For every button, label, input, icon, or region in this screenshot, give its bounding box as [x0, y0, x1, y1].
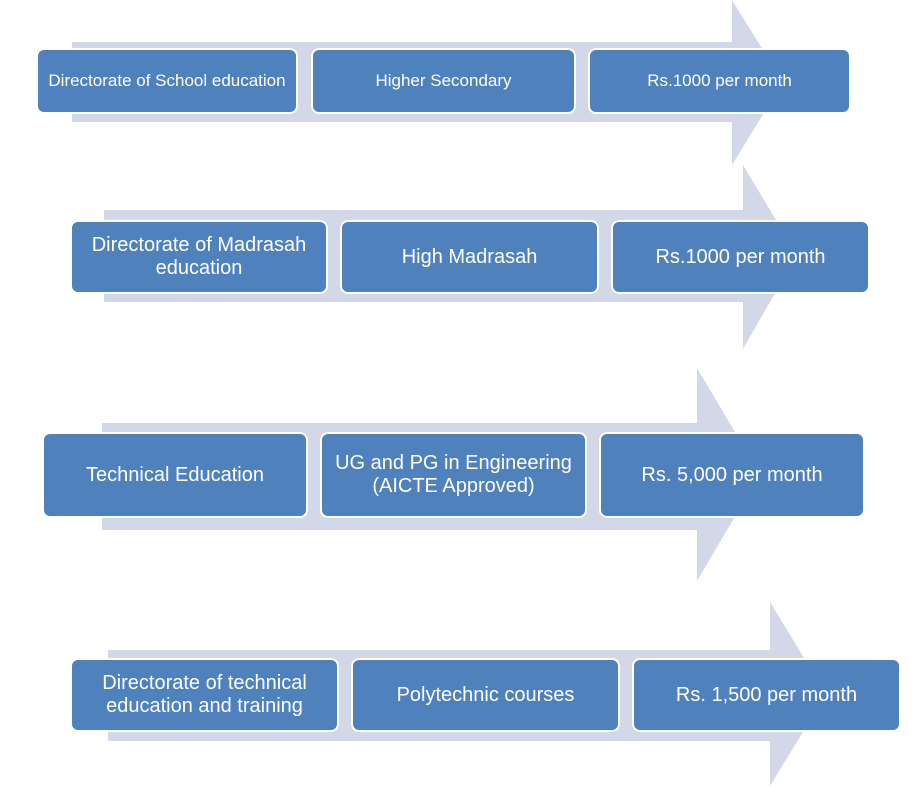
- amount-box-2: Rs.1000 per month: [611, 220, 870, 294]
- flow-row-1: [0, 0, 917, 165]
- course-box-2: High Madrasah: [340, 220, 599, 294]
- amount-box-1: Rs.1000 per month: [588, 48, 851, 114]
- department-box-3: Technical Education: [42, 432, 308, 518]
- flow-row-2: [0, 165, 917, 350]
- department-box-4: Directorate of technical education and training: [70, 658, 339, 732]
- course-box-3: UG and PG in Engineering (AICTE Approved): [320, 432, 587, 518]
- course-box-4: Polytechnic courses: [351, 658, 620, 732]
- amount-box-3: Rs. 5,000 per month: [599, 432, 865, 518]
- course-box-1: Higher Secondary: [311, 48, 576, 114]
- flow-row-3: [0, 368, 917, 583]
- department-box-1: Directorate of School education: [36, 48, 298, 114]
- flow-row-4: [0, 602, 917, 793]
- amount-box-4: Rs. 1,500 per month: [632, 658, 901, 732]
- department-box-2: Directorate of Madrasah education: [70, 220, 328, 294]
